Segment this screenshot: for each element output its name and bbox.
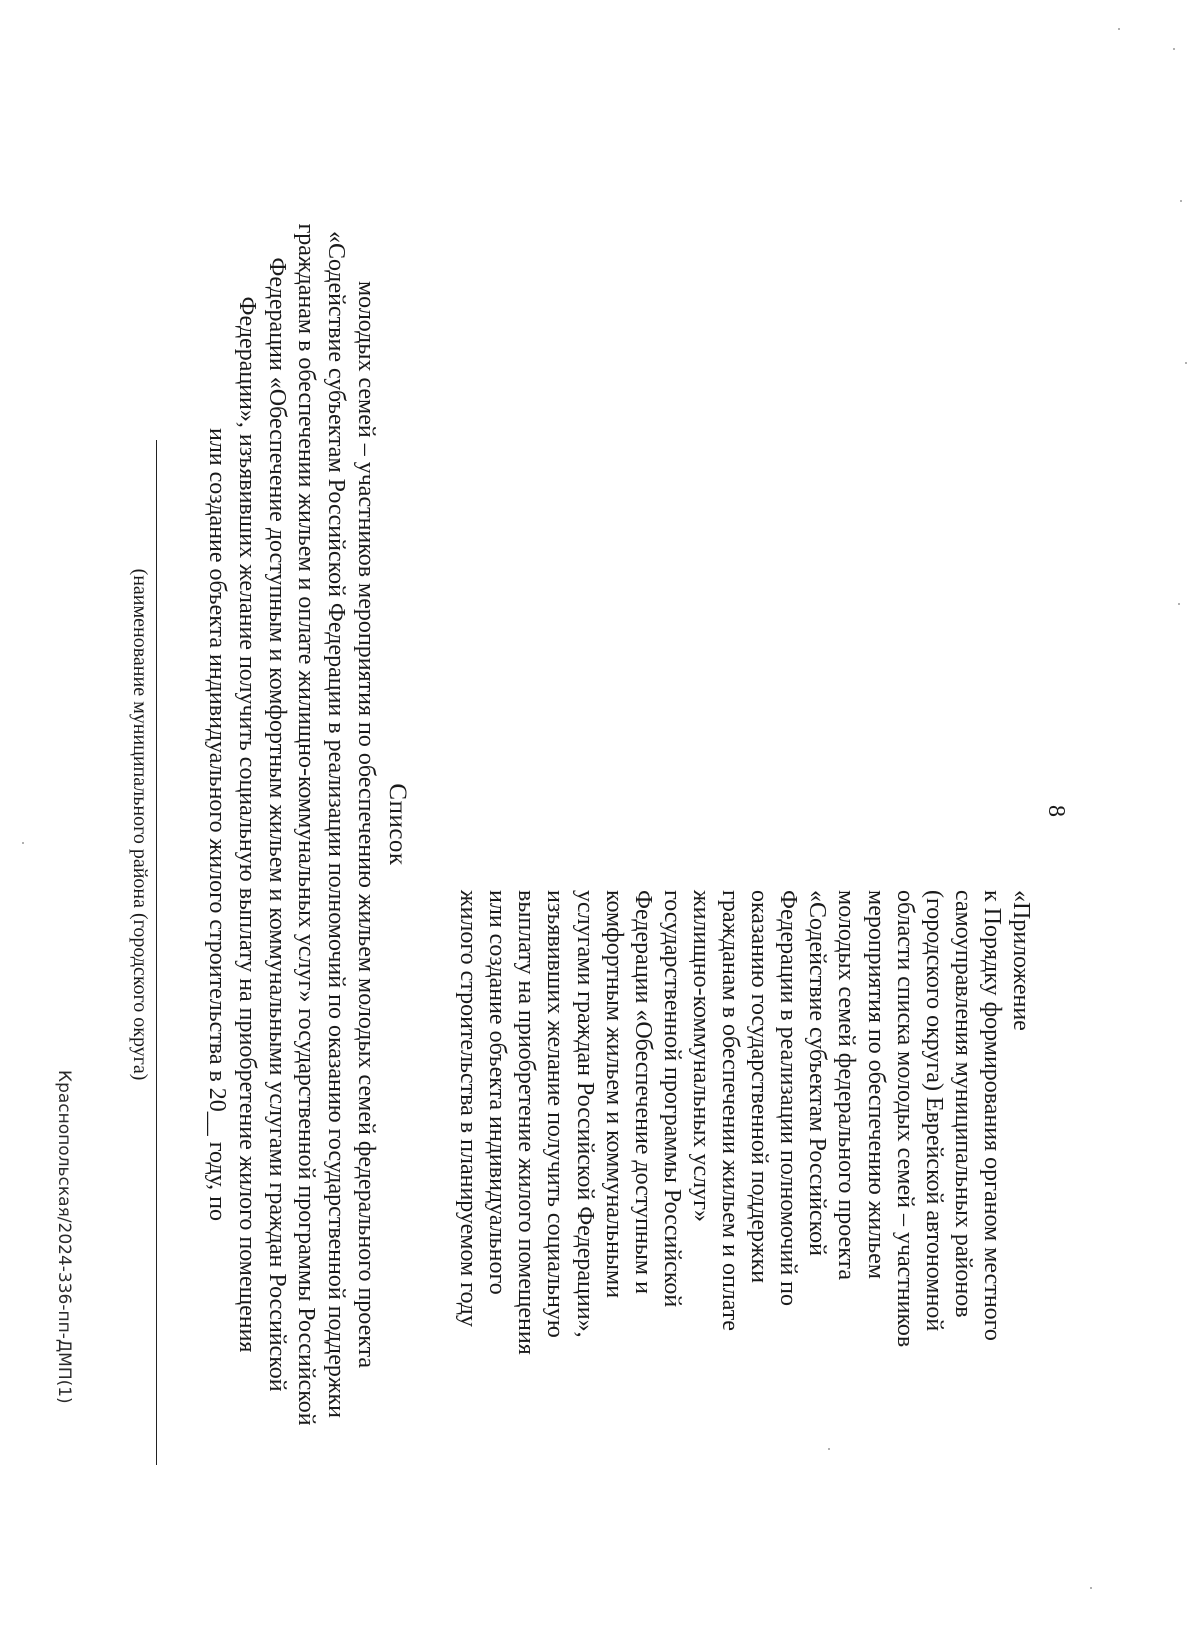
appendix-line: мероприятия по обеспечению жильем (862, 890, 889, 1280)
body-line: Федерации «Обеспечение доступным и комфортным жильем и коммунальными услугами граждан Российской (263, 257, 290, 1392)
appendix-line: комфортным жильем и коммунальными (600, 890, 627, 1299)
appendix-line: самоуправления муниципальных районов (949, 890, 976, 1318)
appendix-line: Федерации в реализации полномочий по (775, 890, 802, 1307)
underline-caption: (наименование муниципального района (городского округа) (129, 568, 151, 1081)
appendix-line: услугами граждан Российской Федерации», (571, 890, 598, 1338)
scan-speck (1180, 200, 1182, 202)
scan-speck (1173, 48, 1175, 50)
appendix-line: «Приложение (1008, 890, 1034, 1031)
appendix-line: государственной программы Российской (658, 890, 685, 1308)
body-line: гражданам в обеспечении жильем и оплате жилищно-коммунальных услуг» государственной программы Российской (293, 223, 320, 1426)
appendix-line: Федерации «Обеспечение доступным и (629, 890, 656, 1294)
scan-speck (1090, 1587, 1092, 1589)
scan-speck (1185, 362, 1187, 364)
body-line: молодых семей – участников мероприятия по обеспечению жильем молодых семей федерального проекта (353, 280, 379, 1369)
appendix-line: молодых семей федерального проекта (833, 890, 860, 1280)
document-title: Список (384, 783, 411, 866)
appendix-line: жилого строительства в планируемом году (455, 890, 482, 1327)
appendix-line: гражданам в обеспечении жильем и оплате (717, 890, 744, 1331)
appendix-line: изъявивших желание получить социальную (542, 890, 569, 1338)
fill-in-underline (156, 440, 157, 1465)
scan-speck (1178, 603, 1180, 605)
body-line: Федерации», изъявивших желание получить социальную выплату на приобретение жилого помещения (233, 296, 260, 1353)
appendix-line: области списка молодых семей – участников (891, 890, 918, 1348)
scan-speck (1118, 28, 1120, 30)
appendix-line: или создание объекта индивидуального (484, 890, 511, 1295)
appendix-line: к Порядку формирования органом местного (978, 890, 1005, 1341)
appendix-line: жилищно-коммунальных услуг» (687, 890, 714, 1222)
appendix-line: (городского округа) Еврейской автономной (920, 890, 947, 1332)
scan-speck (22, 842, 24, 844)
appendix-header (453, 890, 1035, 1435)
page-number: 8 (1043, 805, 1069, 817)
body-line: или создание объекта индивидуального жилого строительства в 20__ году, по (204, 427, 231, 1222)
appendix-line: оказанию государственной поддержки (746, 890, 773, 1284)
document-code: Краснопольская/2024-336-пп-ДМП(1) (54, 1070, 74, 1404)
appendix-line: «Содействие субъектам Российской (804, 890, 831, 1256)
appendix-line: выплату на приобретение жилого помещения (513, 890, 540, 1355)
scan-speck (828, 1448, 830, 1450)
body-line: «Содействие субъектам Российской Федерации в реализации полномочий по оказанию государственной поддержки (323, 230, 350, 1418)
document-body (201, 0, 380, 1649)
